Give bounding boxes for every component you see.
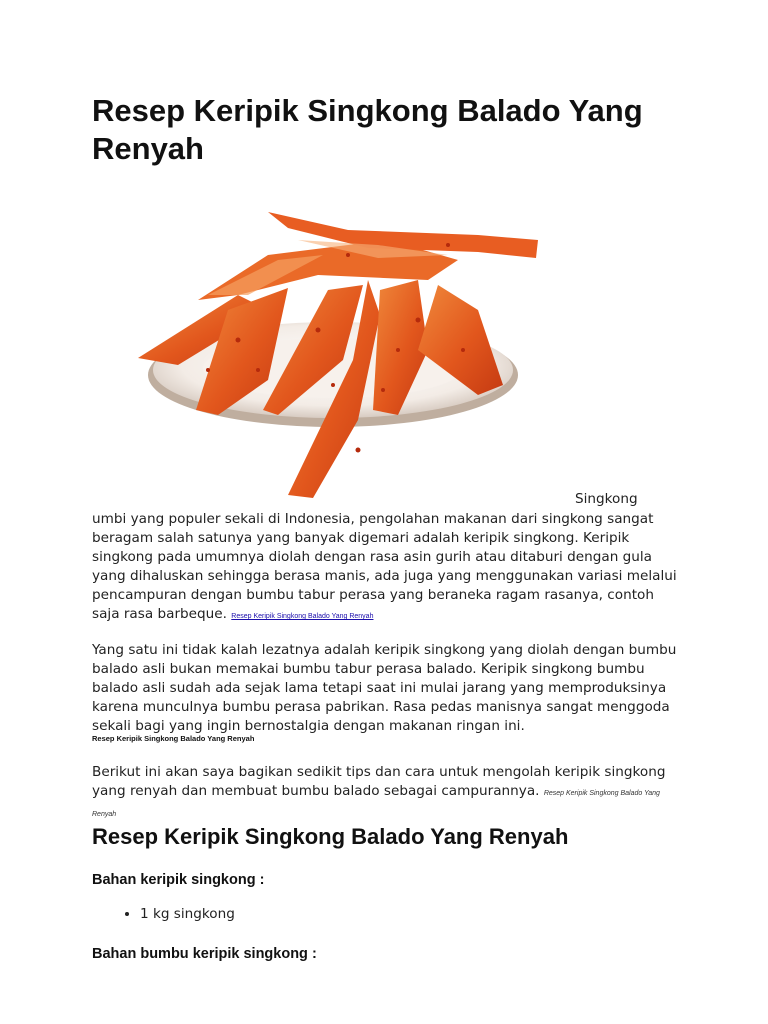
paragraph-balado: Yang satu ini tidak kalah lezatnya adalah keripik singkong yang diolah dengan bumbu balado asli bukan memakai bumbu tabur perasa balado. Keripik singkong bumbu balado asli sudah ada sejak lama tetapi saat ini mulai jarang yang memproduksinya karena munculnya bumbu perasa pabrikan. Rasa pedas manisnya sangat menggoda sekali bagi yang ingin bernostalgia dengan makanan ringan ini.	[92, 642, 677, 734]
paragraph-tips-text: Berikut ini akan saya bagikan sedikit tips dan cara untuk mengolah keripik singkong yang renyah dan membuat bumbu balado sebagai campurannya.	[92, 764, 666, 799]
ingredients-list	[92, 906, 235, 922]
list-item: • 1 kg singkong	[140, 906, 235, 922]
italic-caption: Resep Keripik Singkong Balado Yang Renyah	[92, 790, 660, 818]
article-title: Resep Keripik Singkong Balado Yang Renyah	[92, 93, 643, 166]
bold-caption: Resep Keripik Singkong Balado Yang Renyah	[92, 734, 255, 743]
paragraph-tips	[92, 763, 682, 824]
recipe-link[interactable]: Resep Keripik Singkong Balado Yang Renyah	[231, 613, 374, 620]
paragraph-intro	[92, 510, 682, 626]
paragraph-intro-text: umbi yang populer sekali di Indonesia, pengolahan makanan dari singkong sangat beragam salah satunya yang banyak digemari adalah keripik singkong. Keripik singkong pada umumnya diolah dengan rasa asin gurih atau ditaburi dengan gula yang dihaluskan sehingga berasa manis, ada juga yang menggunakan variasi melalui pencampuran dengan bumbu tabur perasa yang beraneka ragam rasanya, contoh saja rasa barbeque.	[92, 511, 677, 622]
ingredients-label: Bahan keripik singkong :	[92, 872, 265, 888]
lead-word: Singkong	[575, 491, 638, 507]
seasoning-label: Bahan bumbu keripik singkong :	[92, 946, 317, 962]
balado-chips-photo	[118, 200, 548, 500]
section-heading: Resep Keripik Singkong Balado Yang Renyah	[92, 824, 569, 849]
